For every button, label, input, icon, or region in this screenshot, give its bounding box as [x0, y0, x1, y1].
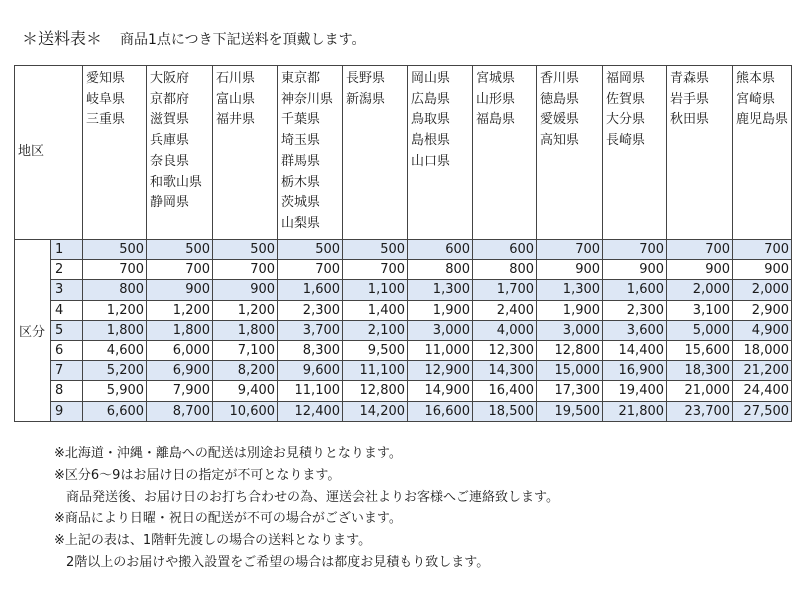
- prefecture-name: 鹿児島県: [736, 112, 789, 128]
- price-cell: 1,100: [343, 280, 408, 300]
- prefecture-name: 千葉県: [281, 112, 321, 128]
- price-cell: 18,300: [667, 361, 733, 381]
- note-line: ※上記の表は、1階軒先渡しの場合の送料となります。: [54, 533, 372, 549]
- price-cell: 14,200: [343, 401, 408, 421]
- price-cell: 500: [278, 240, 343, 260]
- price-cell: 6,900: [147, 361, 213, 381]
- region-cell: [603, 66, 667, 240]
- region-cell: [408, 66, 473, 240]
- price-cell: 500: [213, 240, 278, 260]
- page-header: [22, 26, 366, 50]
- price-row: [15, 381, 792, 401]
- price-cell: 700: [147, 260, 213, 280]
- region-header-row: [15, 66, 792, 240]
- prefecture-name: 愛媛県: [540, 112, 580, 128]
- row-index: 1: [51, 240, 83, 260]
- prefecture-name: 栃木県: [281, 174, 321, 190]
- price-cell: 23,700: [667, 401, 733, 421]
- price-cell: 8,300: [278, 340, 343, 360]
- price-cell: 700: [537, 240, 603, 260]
- prefecture-name: 群馬県: [281, 153, 321, 169]
- prefecture-name: 広島県: [411, 91, 451, 107]
- price-cell: 2,000: [733, 280, 792, 300]
- price-cell: 700: [278, 260, 343, 280]
- price-cell: 5,900: [83, 381, 147, 401]
- price-cell: 11,100: [278, 381, 343, 401]
- region-cell: [473, 66, 537, 240]
- price-row: [15, 260, 792, 280]
- prefecture-name: 鳥取県: [411, 112, 451, 128]
- price-cell: 19,500: [537, 401, 603, 421]
- price-cell: 1,300: [537, 280, 603, 300]
- price-cell: 2,000: [667, 280, 733, 300]
- price-cell: 1,200: [83, 300, 147, 320]
- price-cell: 9,400: [213, 381, 278, 401]
- price-cell: 3,000: [408, 320, 473, 340]
- prefecture-name: 山口県: [411, 153, 451, 169]
- price-cell: 3,700: [278, 320, 343, 340]
- prefecture-name: 島根県: [411, 133, 451, 149]
- note-line: ※北海道・沖縄・離島への配送は別途お見積りとなります。: [54, 446, 402, 461]
- price-cell: 800: [408, 260, 473, 280]
- row-index: 9: [51, 401, 83, 421]
- prefecture-name: 福井県: [216, 112, 256, 128]
- price-cell: 1,900: [537, 300, 603, 320]
- prefecture-name: 和歌山県: [150, 174, 203, 190]
- price-cell: 1,400: [343, 300, 408, 320]
- price-cell: 1,600: [603, 280, 667, 300]
- note-line: ※商品により日曜・祝日の配送が不可の場合がございます。: [54, 511, 402, 527]
- price-cell: 3,600: [603, 320, 667, 340]
- price-cell: 21,200: [733, 361, 792, 381]
- price-cell: 500: [343, 240, 408, 260]
- price-cell: 2,400: [473, 300, 537, 320]
- prefecture-name: 神奈川県: [281, 91, 334, 107]
- prefecture-name: 茨城県: [281, 195, 321, 211]
- price-cell: 12,400: [278, 401, 343, 421]
- notes: [54, 443, 559, 574]
- price-cell: 15,600: [667, 340, 733, 360]
- area-label: 地区: [15, 66, 83, 240]
- prefecture-name: 埼玉県: [281, 133, 321, 149]
- price-cell: 4,600: [83, 340, 147, 360]
- price-cell: 21,000: [667, 381, 733, 401]
- prefecture-name: 京都府: [150, 91, 190, 107]
- price-cell: 700: [213, 260, 278, 280]
- row-index: 8: [51, 381, 83, 401]
- price-cell: 10,600: [213, 401, 278, 421]
- page-subtitle: 商品1点につき下記送料を頂戴します。: [120, 32, 366, 48]
- region-cell: [537, 66, 603, 240]
- prefecture-name: 山形県: [476, 91, 516, 107]
- price-cell: 700: [83, 260, 147, 280]
- price-cell: 12,900: [408, 361, 473, 381]
- price-cell: 4,000: [473, 320, 537, 340]
- kubun-label: 区分: [15, 240, 51, 422]
- price-cell: 9,500: [343, 340, 408, 360]
- price-cell: 2,100: [343, 320, 408, 340]
- price-cell: 700: [733, 240, 792, 260]
- note-line: ※区分6～9はお届け日の指定が不可となります。: [54, 467, 341, 483]
- prefecture-name: 滋賀県: [150, 112, 190, 128]
- price-cell: 600: [473, 240, 537, 260]
- price-cell: 2,300: [278, 300, 343, 320]
- price-cell: 3,100: [667, 300, 733, 320]
- price-cell: 11,000: [408, 340, 473, 360]
- row-index: 3: [51, 280, 83, 300]
- price-cell: 500: [83, 240, 147, 260]
- price-cell: 3,000: [537, 320, 603, 340]
- prefecture-name: 福島県: [476, 112, 516, 128]
- prefecture-name: 福岡県: [606, 71, 646, 86]
- price-cell: 11,100: [343, 361, 408, 381]
- prefecture-name: 宮城県: [476, 71, 516, 86]
- price-cell: 7,100: [213, 340, 278, 360]
- price-cell: 1,600: [278, 280, 343, 300]
- prefecture-name: 岐阜県: [86, 91, 126, 107]
- region-cell: [147, 66, 213, 240]
- price-cell: 900: [667, 260, 733, 280]
- price-cell: 1,800: [83, 320, 147, 340]
- prefecture-name: 宮崎県: [736, 91, 776, 107]
- prefecture-name: 三重県: [86, 112, 126, 128]
- price-cell: 6,600: [83, 401, 147, 421]
- price-cell: 18,500: [473, 401, 537, 421]
- region-cell: [733, 66, 792, 240]
- price-cell: 900: [213, 280, 278, 300]
- price-cell: 700: [667, 240, 733, 260]
- price-cell: 1,300: [408, 280, 473, 300]
- prefecture-name: 佐賀県: [606, 91, 646, 107]
- price-cell: 500: [147, 240, 213, 260]
- price-cell: 16,600: [408, 401, 473, 421]
- page-title: ＊送料表＊: [22, 29, 103, 48]
- price-row: [15, 300, 792, 320]
- price-cell: 700: [343, 260, 408, 280]
- price-row: [15, 361, 792, 381]
- prefecture-name: 新潟県: [346, 91, 386, 107]
- prefecture-name: 愛知県: [86, 71, 126, 86]
- prefecture-name: 奈良県: [150, 153, 190, 169]
- row-index: 4: [51, 300, 83, 320]
- prefecture-name: 東京都: [281, 71, 321, 86]
- price-cell: 900: [733, 260, 792, 280]
- price-row: [15, 401, 792, 421]
- prefecture-name: 岩手県: [670, 91, 710, 107]
- price-cell: 19,400: [603, 381, 667, 401]
- row-index: 6: [51, 340, 83, 360]
- price-cell: 900: [537, 260, 603, 280]
- price-cell: 7,900: [147, 381, 213, 401]
- price-cell: 1,800: [213, 320, 278, 340]
- row-index: 2: [51, 260, 83, 280]
- shipping-fee-table: [14, 65, 792, 422]
- prefecture-name: 静岡県: [150, 195, 190, 211]
- row-index: 5: [51, 320, 83, 340]
- prefecture-name: 秋田県: [670, 112, 710, 128]
- price-cell: 1,900: [408, 300, 473, 320]
- price-cell: 800: [473, 260, 537, 280]
- note-line: 2階以上のお届けや搬入設置をご希望の場合は都度お見積もり致します。: [66, 554, 490, 570]
- prefecture-name: 山梨県: [281, 215, 321, 231]
- price-cell: 800: [83, 280, 147, 300]
- region-cell: [343, 66, 408, 240]
- region-cell: [213, 66, 278, 240]
- price-cell: 12,800: [343, 381, 408, 401]
- price-cell: 5,200: [83, 361, 147, 381]
- price-cell: 8,200: [213, 361, 278, 381]
- price-cell: 9,600: [278, 361, 343, 381]
- price-cell: 18,000: [733, 340, 792, 360]
- prefecture-name: 岡山県: [411, 71, 451, 86]
- price-row: [15, 320, 792, 340]
- prefecture-name: 長野県: [346, 71, 386, 86]
- price-cell: 16,900: [603, 361, 667, 381]
- price-cell: 14,900: [408, 381, 473, 401]
- price-cell: 900: [603, 260, 667, 280]
- price-cell: 2,300: [603, 300, 667, 320]
- prefecture-name: 徳島県: [540, 91, 580, 107]
- price-cell: 1,800: [147, 320, 213, 340]
- price-cell: 14,400: [603, 340, 667, 360]
- price-cell: 12,300: [473, 340, 537, 360]
- price-cell: 27,500: [733, 401, 792, 421]
- region-cell: [83, 66, 147, 240]
- price-cell: 8,700: [147, 401, 213, 421]
- price-row: [15, 240, 792, 260]
- price-cell: 16,400: [473, 381, 537, 401]
- prefecture-name: 大阪府: [150, 71, 190, 86]
- price-row: [15, 280, 792, 300]
- prefecture-name: 青森県: [670, 71, 710, 86]
- prefecture-name: 大分県: [606, 112, 646, 128]
- price-cell: 12,800: [537, 340, 603, 360]
- price-cell: 5,000: [667, 320, 733, 340]
- price-row: [15, 340, 792, 360]
- note-line: 商品発送後、お届け日のお打ち合わせの為、運送会社よりお客様へご連絡致します。: [66, 489, 559, 505]
- price-cell: 24,400: [733, 381, 792, 401]
- prefecture-name: 富山県: [216, 91, 256, 107]
- prefecture-name: 高知県: [540, 133, 580, 149]
- price-cell: 700: [603, 240, 667, 260]
- price-cell: 600: [408, 240, 473, 260]
- price-cell: 2,900: [733, 300, 792, 320]
- prefecture-name: 石川県: [216, 71, 256, 86]
- prefecture-name: 長崎県: [606, 133, 646, 149]
- price-cell: 17,300: [537, 381, 603, 401]
- region-cell: [667, 66, 733, 240]
- price-cell: 15,000: [537, 361, 603, 381]
- price-cell: 900: [147, 280, 213, 300]
- price-cell: 1,700: [473, 280, 537, 300]
- region-cell: [278, 66, 343, 240]
- price-cell: 6,000: [147, 340, 213, 360]
- price-cell: 14,300: [473, 361, 537, 381]
- price-cell: 4,900: [733, 320, 792, 340]
- price-cell: 1,200: [147, 300, 213, 320]
- prefecture-name: 兵庫県: [150, 133, 190, 149]
- prefecture-name: 熊本県: [736, 71, 776, 86]
- price-cell: 21,800: [603, 401, 667, 421]
- price-cell: 1,200: [213, 300, 278, 320]
- row-index: 7: [51, 361, 83, 381]
- prefecture-name: 香川県: [540, 71, 580, 86]
